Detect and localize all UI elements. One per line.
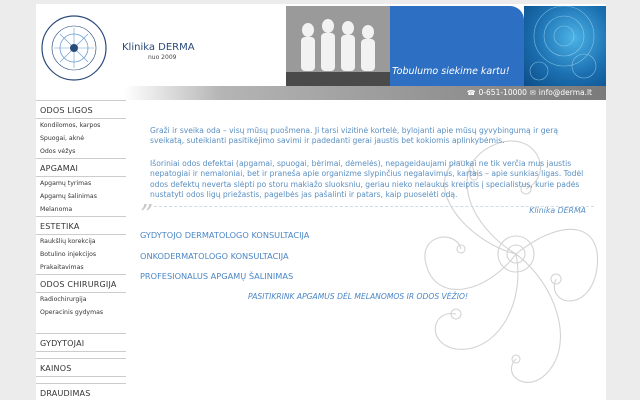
logo-emblem-icon <box>40 14 108 82</box>
contact-info <box>467 88 592 97</box>
banner-pattern <box>524 6 606 86</box>
page <box>36 4 606 400</box>
nav-item-odos-vezys[interactable]: Odos vėžys <box>40 148 76 155</box>
clinic-logo[interactable] <box>40 14 108 82</box>
link-apgamu-salinimas[interactable]: PROFESIONALUS APGAMŲ ŠALINIMAS <box>140 271 294 281</box>
banner-photo <box>286 6 390 86</box>
nav-kainos[interactable]: KAINOS <box>36 358 126 377</box>
nav-item-kondilomos[interactable]: Kondilomos, karpos <box>40 122 101 129</box>
nav-item-botulino[interactable]: Botulino injekcijos <box>40 251 97 258</box>
phone-icon: ☎ <box>466 88 476 97</box>
nav-item-rauksliu[interactable]: Raukšlių korekcija <box>40 238 96 245</box>
nav-odos-ligos[interactable]: ODOS LIGOS <box>36 100 126 119</box>
contact-bar <box>124 86 606 100</box>
nav-draudimas[interactable]: DRAUDIMAS <box>36 383 126 400</box>
nav-item-melanoma[interactable]: Melanoma <box>40 206 73 213</box>
link-onkodermatologo-konsultacija[interactable]: ONKODERMATOLOGO KONSULTACIJA <box>140 251 289 261</box>
mail-icon: ✉ <box>529 88 536 97</box>
signature: Klinika DERMA <box>529 206 586 215</box>
intro-paragraph-1: Graži ir sveika oda – visų mūsų puošmena. Ji tarsi vizitinė kortelė, bylojanti apie mūsų gyvybingumą ir gerą sveikatą, suteikianti pasitikėjimo savimi ir padedanti gerai jaustis bet kokiomis aplinkybėmis. <box>150 125 559 146</box>
nav-item-prakaitavimas[interactable]: Prakaitavimas <box>40 264 84 271</box>
nav-item-operacinis[interactable]: Operacinis gydymas <box>40 309 104 316</box>
phone-number[interactable]: 0-651-10000 <box>478 88 527 97</box>
brand-name[interactable]: Klinika DERMA <box>122 42 195 53</box>
nav-gydytojai[interactable]: GYDYTOJAI <box>36 333 126 352</box>
email-address[interactable]: info@derma.lt <box>538 88 592 97</box>
group-photo-icon <box>286 6 390 86</box>
nav-odos-chirurgija[interactable]: ODOS CHIRURGIJA <box>36 274 126 293</box>
cta-melanoma-check[interactable]: PASITIKRINK APGAMUS DĖL MELANOMOS IR ODOS VĖŽIO! <box>248 292 469 301</box>
content-divider <box>154 206 594 207</box>
sidebar-nav <box>36 100 126 400</box>
nav-item-apgamu-tyrimas[interactable]: Apgamų tyrimas <box>40 180 92 187</box>
swirl-decoration-icon <box>406 104 606 400</box>
nav-item-spuogai[interactable]: Spuogai, aknė <box>40 135 85 142</box>
nav-item-radiochirurgija[interactable]: Radiochirurgija <box>40 296 87 303</box>
nav-item-apgamu-salinimas[interactable]: Apgamų šalinimas <box>40 193 97 200</box>
water-pattern-icon <box>524 6 606 86</box>
intro-paragraph-2: Išoriniai odos defektai (apgamai, spuogai, bėrimai, dėmelės), nepageidaujami plaukai ne tik verčia mus jaustis nepatogiai ir nemaloniai, bet ir praneša apie organizme slypinčius negalavimus, kartais – apie sunkias ligas. Todėl odos defektų neverta slėpti po storu makiažo sluoksniu, geriau nieko nelaukus kreiptis į specialistus, kurie padės nustatyti odos ligų priežastis, pagelbės jas pašalinti ir patars, kaip puoselėti odą. <box>150 158 584 200</box>
nav-apgamai[interactable]: APGAMAI <box>36 158 126 177</box>
brand-since: nuo 2009 <box>148 54 177 61</box>
quote-icon: ” <box>140 200 154 230</box>
link-dermatologo-konsultacija[interactable]: GYDYTOJO DERMATOLOGO KONSULTACIJA <box>140 230 310 240</box>
banner-slogan: Tobulumo siekime kartu! <box>392 66 510 77</box>
nav-estetika[interactable]: ESTETIKA <box>36 216 126 235</box>
